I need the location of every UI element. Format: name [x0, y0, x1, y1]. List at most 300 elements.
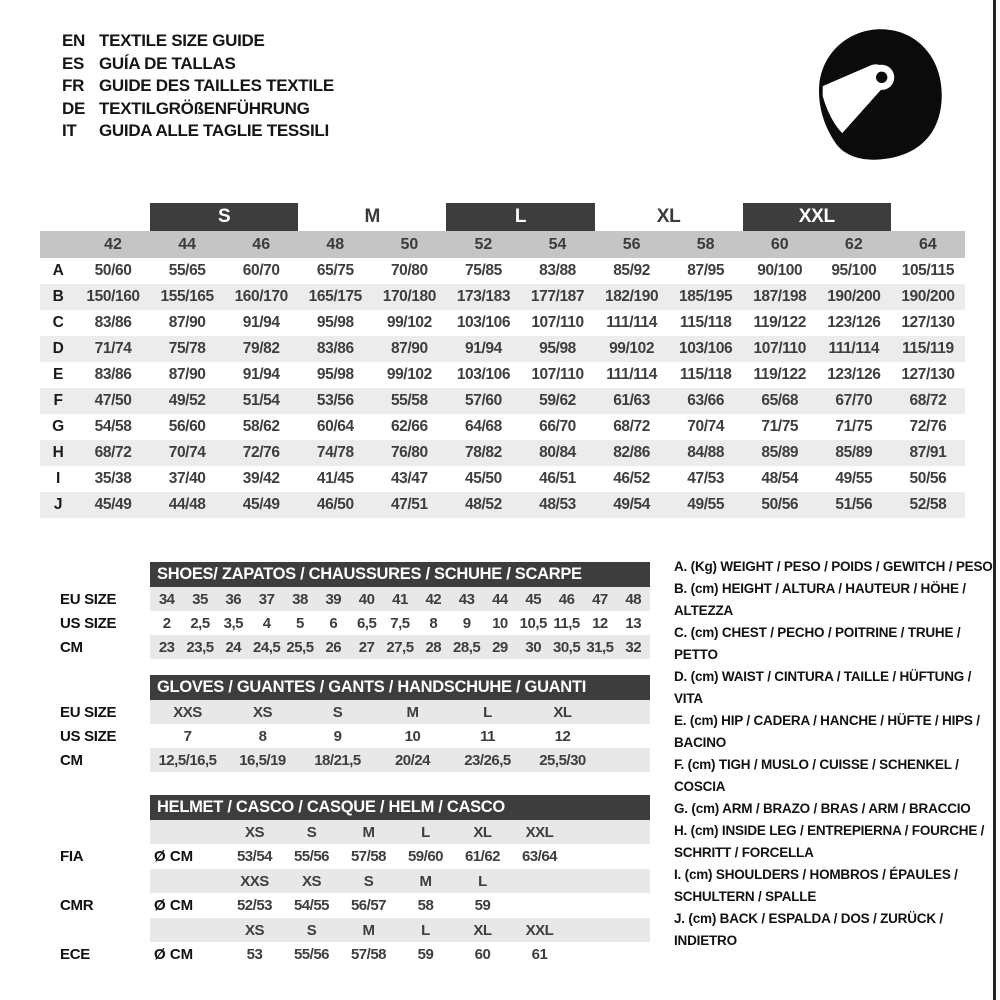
standard-label: ECE [60, 946, 90, 963]
size-value: 66/70 [539, 418, 576, 435]
diameter-unit-label: Ø CM [154, 848, 194, 865]
size-value: 170/180 [382, 288, 436, 305]
size-value: 107/110 [531, 366, 584, 383]
size-value: 12 [592, 614, 608, 632]
helmet-size-label: XS [244, 921, 264, 939]
helmet-sizes-row [60, 820, 650, 844]
size-group-xl: XL [656, 206, 681, 227]
size-value: L [483, 703, 492, 721]
size-value: 79/82 [242, 340, 280, 357]
size-value: 55/58 [390, 392, 428, 409]
size-value: 83/86 [94, 314, 132, 331]
row-label: H [52, 444, 64, 461]
size-value: XXS [173, 703, 202, 721]
size-value: 59/62 [539, 392, 576, 409]
size-column-header: 42 [76, 231, 150, 258]
row-label: D [52, 340, 64, 357]
size-value: 95/100 [831, 262, 877, 279]
size-value: 99/102 [386, 366, 432, 383]
size-value: 87/90 [168, 314, 206, 331]
textile-size-table-head [40, 203, 965, 258]
row-label: E [53, 366, 63, 383]
visor-pivot-dot [876, 72, 887, 83]
measurement-row-b [40, 284, 965, 310]
helmet-size-label: S [363, 872, 374, 890]
size-value: 127/130 [901, 314, 955, 331]
numeric-size-header-row [40, 231, 965, 258]
row-label-spacer [60, 869, 150, 893]
size-value: 44/48 [168, 496, 206, 513]
size-value: 9 [462, 614, 471, 632]
size-value: 85/89 [761, 444, 799, 461]
legend-item: B. (cm) HEIGHT / ALTURA / HAUTEUR / HÖHE / ALTEZZA [674, 581, 966, 618]
size-value: 49/52 [168, 392, 206, 409]
size-value: 95/98 [316, 314, 354, 331]
size-value: 8 [429, 614, 438, 632]
helmet-size-table [60, 795, 650, 967]
size-value: 2 [162, 614, 171, 632]
shoes-table-rows [60, 587, 650, 659]
size-value: 45/50 [465, 470, 502, 487]
size-value: 103/106 [456, 366, 511, 383]
helmet-size-value: 61/62 [464, 848, 501, 865]
size-value: 39 [325, 590, 342, 608]
size-column-header: 48 [298, 231, 372, 258]
gloves-table-title: GLOVES / GUANTES / GANTS / HANDSCHUHE / GUANTI [150, 675, 650, 700]
size-group-s: S [150, 203, 298, 231]
row-values [150, 748, 650, 772]
size-value: 68/72 [613, 418, 650, 435]
guide-title: GUÍA DE TALLAS [99, 53, 236, 73]
size-value: 90/100 [757, 262, 803, 279]
helmet-size-value: 61 [531, 946, 548, 963]
size-value: 119/122 [753, 314, 806, 331]
size-value: 23/26,5 [464, 751, 511, 769]
language-row [62, 75, 334, 98]
size-value: 182/190 [604, 288, 659, 305]
size-value: 40 [358, 590, 375, 608]
table-row [60, 748, 650, 772]
helmet-size-label: M [419, 872, 432, 890]
size-value: 64/68 [465, 418, 502, 435]
size-value: 51/56 [835, 496, 873, 513]
size-value: 173/183 [456, 288, 511, 305]
size-value: 35/38 [94, 470, 132, 487]
language-row [62, 120, 334, 143]
size-value: 105/115 [901, 262, 955, 279]
size-value: 49/55 [687, 496, 725, 513]
helmet-size-label: XXS [240, 872, 269, 890]
gloves-table-rows [60, 700, 650, 772]
size-value: 83/86 [316, 340, 354, 357]
size-value: 65/68 [761, 392, 799, 409]
size-value: 80/84 [539, 444, 576, 461]
row-label: C [52, 314, 64, 331]
size-value: 23,5 [186, 638, 214, 656]
helmet-size-label: XL [473, 921, 492, 939]
size-value: 165/175 [308, 288, 362, 305]
size-value: XS [252, 703, 272, 721]
size-value: 70/74 [687, 418, 725, 435]
helmet-size-value: 58 [417, 897, 434, 914]
legend-item: E. (cm) HIP / CADERA / HANCHE / HÜFTE / HIPS / BACINO [674, 713, 980, 750]
helmet-size-value: 60 [474, 946, 491, 963]
size-value: 87/90 [390, 340, 428, 357]
row-label-spacer [40, 231, 76, 258]
size-value: 47 [592, 590, 608, 608]
size-value: M [406, 703, 419, 721]
size-value: 78/82 [465, 444, 502, 461]
row-values [150, 635, 650, 659]
size-value: 38 [292, 590, 308, 608]
size-value: 185/195 [679, 288, 733, 305]
size-value: 41/45 [316, 470, 354, 487]
size-value: 91/94 [465, 340, 502, 357]
size-value: 45/49 [94, 496, 132, 513]
row-values [150, 893, 650, 918]
size-value: 46 [558, 590, 575, 608]
legend-item: I. (cm) SHOULDERS / HOMBROS / ÉPAULES / SCHULTERN / SPALLE [674, 867, 958, 904]
size-value: 2,5 [190, 614, 210, 632]
size-value: 62/66 [390, 418, 428, 435]
size-value: 47/50 [94, 392, 132, 409]
size-value: 47/51 [390, 496, 428, 513]
page-edge-line [993, 0, 996, 1000]
helmet-size-value: 57/58 [350, 848, 387, 865]
legend-item: A. (Kg) WEIGHT / PESO / POIDS / GEWITCH / PESO [674, 559, 993, 574]
size-value: 61/63 [613, 392, 650, 409]
size-value: 75/85 [465, 262, 502, 279]
size-value: 54/58 [94, 418, 132, 435]
helmet-size-label: M [362, 921, 375, 939]
row-label-spacer [60, 918, 150, 942]
size-value: 115/119 [902, 340, 954, 357]
size-group-row [40, 203, 965, 231]
size-column-header: 62 [817, 231, 891, 258]
language-code: EN [62, 31, 86, 50]
size-value: 25,5 [286, 638, 314, 656]
size-value: 30 [525, 638, 542, 656]
row-values [150, 869, 650, 893]
size-value: 58/62 [242, 418, 280, 435]
size-value: 48 [625, 590, 642, 608]
row-values [150, 844, 650, 869]
size-value: 10 [492, 614, 508, 632]
language-row [62, 53, 334, 76]
size-value: 52/58 [909, 496, 947, 513]
size-value: 67/70 [835, 392, 873, 409]
guide-title: GUIDA ALLE TAGLIE TESSILI [99, 121, 329, 140]
size-value: 95/98 [316, 366, 354, 383]
size-column-header: 54 [520, 231, 594, 258]
corner-spacer [40, 203, 76, 231]
helmet-icon [806, 26, 953, 168]
size-value: 84/88 [687, 444, 725, 461]
size-column-header: 52 [446, 231, 520, 258]
size-value: 5 [296, 614, 304, 632]
size-value: 23 [158, 638, 175, 656]
size-value: 50/60 [94, 262, 132, 279]
measurement-row-a [40, 258, 965, 284]
size-value: 190/200 [827, 288, 881, 305]
size-value: 123/126 [827, 366, 881, 383]
language-code: FR [62, 76, 85, 95]
size-value: 43/47 [390, 470, 428, 487]
textile-size-table-body [40, 258, 965, 518]
row-label: US SIZE [60, 727, 117, 745]
legend-item: C. (cm) CHEST / PECHO / POITRINE / TRUHE / PETTO [674, 625, 961, 662]
measurement-row-f [40, 388, 965, 414]
size-value: 72/76 [242, 444, 280, 461]
row-label: EU SIZE [60, 703, 117, 721]
size-value: 51/54 [242, 392, 280, 409]
row-label: J [53, 496, 63, 513]
helmet-size-label: XXL [525, 823, 554, 841]
helmet-size-value: 59 [417, 946, 434, 963]
guide-title: TEXTILGRÖßENFÜHRUNG [99, 98, 310, 118]
legend-item: J. (cm) BACK / ESPALDA / DOS / ZURÜCK / INDIETRO [674, 911, 943, 948]
size-value: 28 [425, 638, 442, 656]
size-value: 24 [225, 638, 242, 656]
size-value: 111/114 [828, 340, 880, 357]
helmet-size-value: 63/64 [521, 848, 558, 865]
row-values [150, 820, 650, 844]
size-value: 150/160 [86, 288, 140, 305]
size-value: 155/165 [160, 288, 214, 305]
size-column-header: 60 [743, 231, 817, 258]
helmet-size-value: 55/56 [293, 848, 330, 865]
size-value: 12,5/16,5 [158, 751, 217, 769]
size-group-l: L [446, 203, 594, 231]
size-value: 83/88 [539, 262, 576, 279]
shoes-table-title: SHOES/ ZAPATOS / CHAUSSURES / SCHUHE / SCARPE [150, 562, 650, 587]
language-title-list [62, 30, 334, 143]
size-value: 99/102 [386, 314, 432, 331]
size-value: 25,5/30 [539, 751, 586, 769]
size-value: 107/110 [531, 314, 584, 331]
size-value: XL [553, 703, 572, 721]
size-value: 43 [458, 590, 475, 608]
size-value: 48/52 [465, 496, 502, 513]
size-value: 28,5 [453, 638, 481, 656]
size-value: 60/70 [242, 262, 280, 279]
row-label: EU SIZE [60, 590, 117, 608]
size-value: 71/75 [835, 418, 873, 435]
language-code: DE [62, 98, 86, 118]
size-value: 87/95 [687, 262, 725, 279]
diameter-unit-label: Ø CM [154, 946, 194, 963]
size-value: S [332, 703, 343, 721]
legend-item: F. (cm) TIGH / MUSLO / CUISSE / SCHENKEL / COSCIA [674, 757, 959, 794]
row-values [150, 942, 650, 967]
size-value: 85/89 [835, 444, 873, 461]
row-label-spacer [60, 820, 150, 844]
helmet-size-value: 59/60 [407, 848, 444, 865]
helmet-values-row [60, 942, 650, 967]
size-value: 7 [183, 727, 192, 745]
measurement-legend [674, 556, 996, 952]
language-row [62, 98, 334, 121]
size-value: 32 [625, 638, 642, 656]
size-column-header: 50 [372, 231, 446, 258]
size-value: 160/170 [234, 288, 288, 305]
measurement-row-i [40, 466, 965, 492]
table-row [60, 611, 650, 635]
size-value: 39/42 [242, 470, 280, 487]
size-value: 57/60 [465, 392, 502, 409]
measurement-row-e [40, 362, 965, 388]
size-value: 3,5 [223, 614, 243, 632]
size-value: 103/106 [456, 314, 511, 331]
measurement-row-g [40, 414, 965, 440]
size-value: 47/53 [687, 470, 725, 487]
size-value: 91/94 [242, 366, 280, 383]
language-code: IT [62, 121, 77, 140]
size-group-m: M [364, 206, 381, 227]
row-label: CM [60, 638, 83, 656]
size-value: 87/90 [168, 366, 206, 383]
size-value: 74/78 [316, 444, 354, 461]
size-value: 18/21,5 [314, 751, 361, 769]
size-value: 27 [358, 638, 375, 656]
measurement-row-h [40, 440, 965, 466]
shoes-size-table [60, 562, 650, 659]
size-value: 119/122 [753, 366, 806, 383]
size-value: 10,5 [519, 614, 547, 632]
size-value: 65/75 [316, 262, 354, 279]
helmet-size-value: 52/53 [236, 897, 273, 914]
size-value: 26 [325, 638, 342, 656]
size-value: 42 [425, 590, 442, 608]
size-value: 111/114 [606, 366, 657, 383]
size-value: 70/80 [390, 262, 428, 279]
row-values [150, 918, 650, 942]
helmet-table-rows [60, 820, 650, 967]
helmet-size-label: L [478, 872, 487, 890]
row-label: I [56, 470, 60, 487]
size-value: 48/53 [539, 496, 576, 513]
size-value: 4 [262, 614, 271, 632]
row-values [150, 587, 650, 611]
size-value: 12 [554, 727, 571, 745]
row-label: G [52, 418, 64, 435]
size-group-gap [891, 203, 965, 231]
table-row [60, 724, 650, 748]
size-value: 45 [525, 590, 542, 608]
helmet-size-label: L [421, 921, 430, 939]
size-value: 82/86 [613, 444, 650, 461]
size-value: 46/51 [539, 470, 576, 487]
helmet-size-label: XXL [525, 921, 554, 939]
size-value: 87/91 [909, 444, 947, 461]
size-value: 107/110 [753, 340, 806, 357]
size-value: 41 [392, 590, 408, 608]
gloves-size-table [60, 675, 650, 772]
guide-title: GUIDE DES TAILLES TEXTILE [99, 76, 334, 95]
helmet-size-value: 53 [246, 946, 263, 963]
row-label: CM [60, 751, 83, 769]
table-row [60, 587, 650, 611]
size-value: 91/94 [242, 314, 280, 331]
helmet-size-label: XS [301, 872, 321, 890]
size-value: 11,5 [553, 614, 580, 632]
guide-title: TEXTILE SIZE GUIDE [99, 31, 265, 50]
size-value: 83/86 [94, 366, 132, 383]
size-value: 35 [192, 590, 208, 608]
size-value: 30,5 [553, 638, 581, 656]
helmet-size-label: L [421, 823, 430, 841]
row-label: B [52, 288, 64, 305]
measurement-row-d [40, 336, 965, 362]
size-value: 55/65 [168, 262, 206, 279]
helmet-size-label: S [306, 921, 317, 939]
size-value: 27,5 [386, 638, 414, 656]
helmet-size-label: S [306, 823, 317, 841]
size-value: 111/114 [606, 314, 657, 331]
language-code: ES [62, 53, 85, 73]
size-value: 37/40 [168, 470, 206, 487]
size-value: 11 [480, 727, 495, 745]
size-value: 34 [158, 590, 175, 608]
size-value: 177/187 [530, 288, 585, 305]
size-value: 115/118 [679, 366, 732, 383]
helmet-sizes-row [60, 918, 650, 942]
helmet-size-value: 57/58 [350, 946, 387, 963]
helmet-size-value: 54/55 [293, 897, 330, 914]
helmet-size-label: M [362, 823, 375, 841]
row-values [150, 724, 650, 748]
size-value: 36 [225, 590, 242, 608]
size-value: 68/72 [909, 392, 947, 409]
helmet-values-row [60, 844, 650, 869]
diameter-unit-label: Ø CM [154, 897, 194, 914]
size-value: 49/54 [613, 496, 650, 513]
helmet-values-row [60, 893, 650, 918]
size-value: 7,5 [390, 614, 410, 632]
standard-label: CMR [60, 897, 94, 914]
size-value: 31,5 [586, 638, 614, 656]
size-value: 46/50 [316, 496, 354, 513]
helmet-size-value: 56/57 [350, 897, 387, 914]
size-value: 56/60 [168, 418, 206, 435]
size-value: 16,5/19 [239, 751, 286, 769]
legend-item: H. (cm) INSIDE LEG / ENTREPIERNA / FOURCHE / SCHRITT / FORCELLA [674, 823, 985, 860]
measurement-row-c [40, 310, 965, 336]
helmet-size-label: XS [244, 823, 264, 841]
size-group-xxl: XXL [743, 203, 891, 231]
helmet-size-value: 53/54 [236, 848, 273, 865]
row-label: US SIZE [60, 614, 117, 632]
size-value: 190/200 [901, 288, 955, 305]
size-value: 115/118 [679, 314, 732, 331]
size-value: 127/130 [901, 366, 955, 383]
size-value: 68/72 [94, 444, 132, 461]
legend-item: D. (cm) WAIST / CINTURA / TAILLE / HÜFTUNG / VITA [674, 669, 972, 706]
size-value: 45/49 [242, 496, 280, 513]
size-value: 13 [625, 614, 642, 632]
size-value: 63/66 [687, 392, 725, 409]
row-values [150, 700, 650, 724]
size-value: 187/198 [753, 288, 807, 305]
size-value: 6,5 [356, 614, 377, 632]
size-value: 103/106 [679, 340, 733, 357]
standard-label: FIA [60, 848, 84, 865]
size-value: 70/74 [168, 444, 206, 461]
size-value: 46/52 [613, 470, 650, 487]
size-value: 37 [258, 590, 275, 608]
language-row [62, 30, 334, 53]
size-value: 10 [404, 727, 421, 745]
